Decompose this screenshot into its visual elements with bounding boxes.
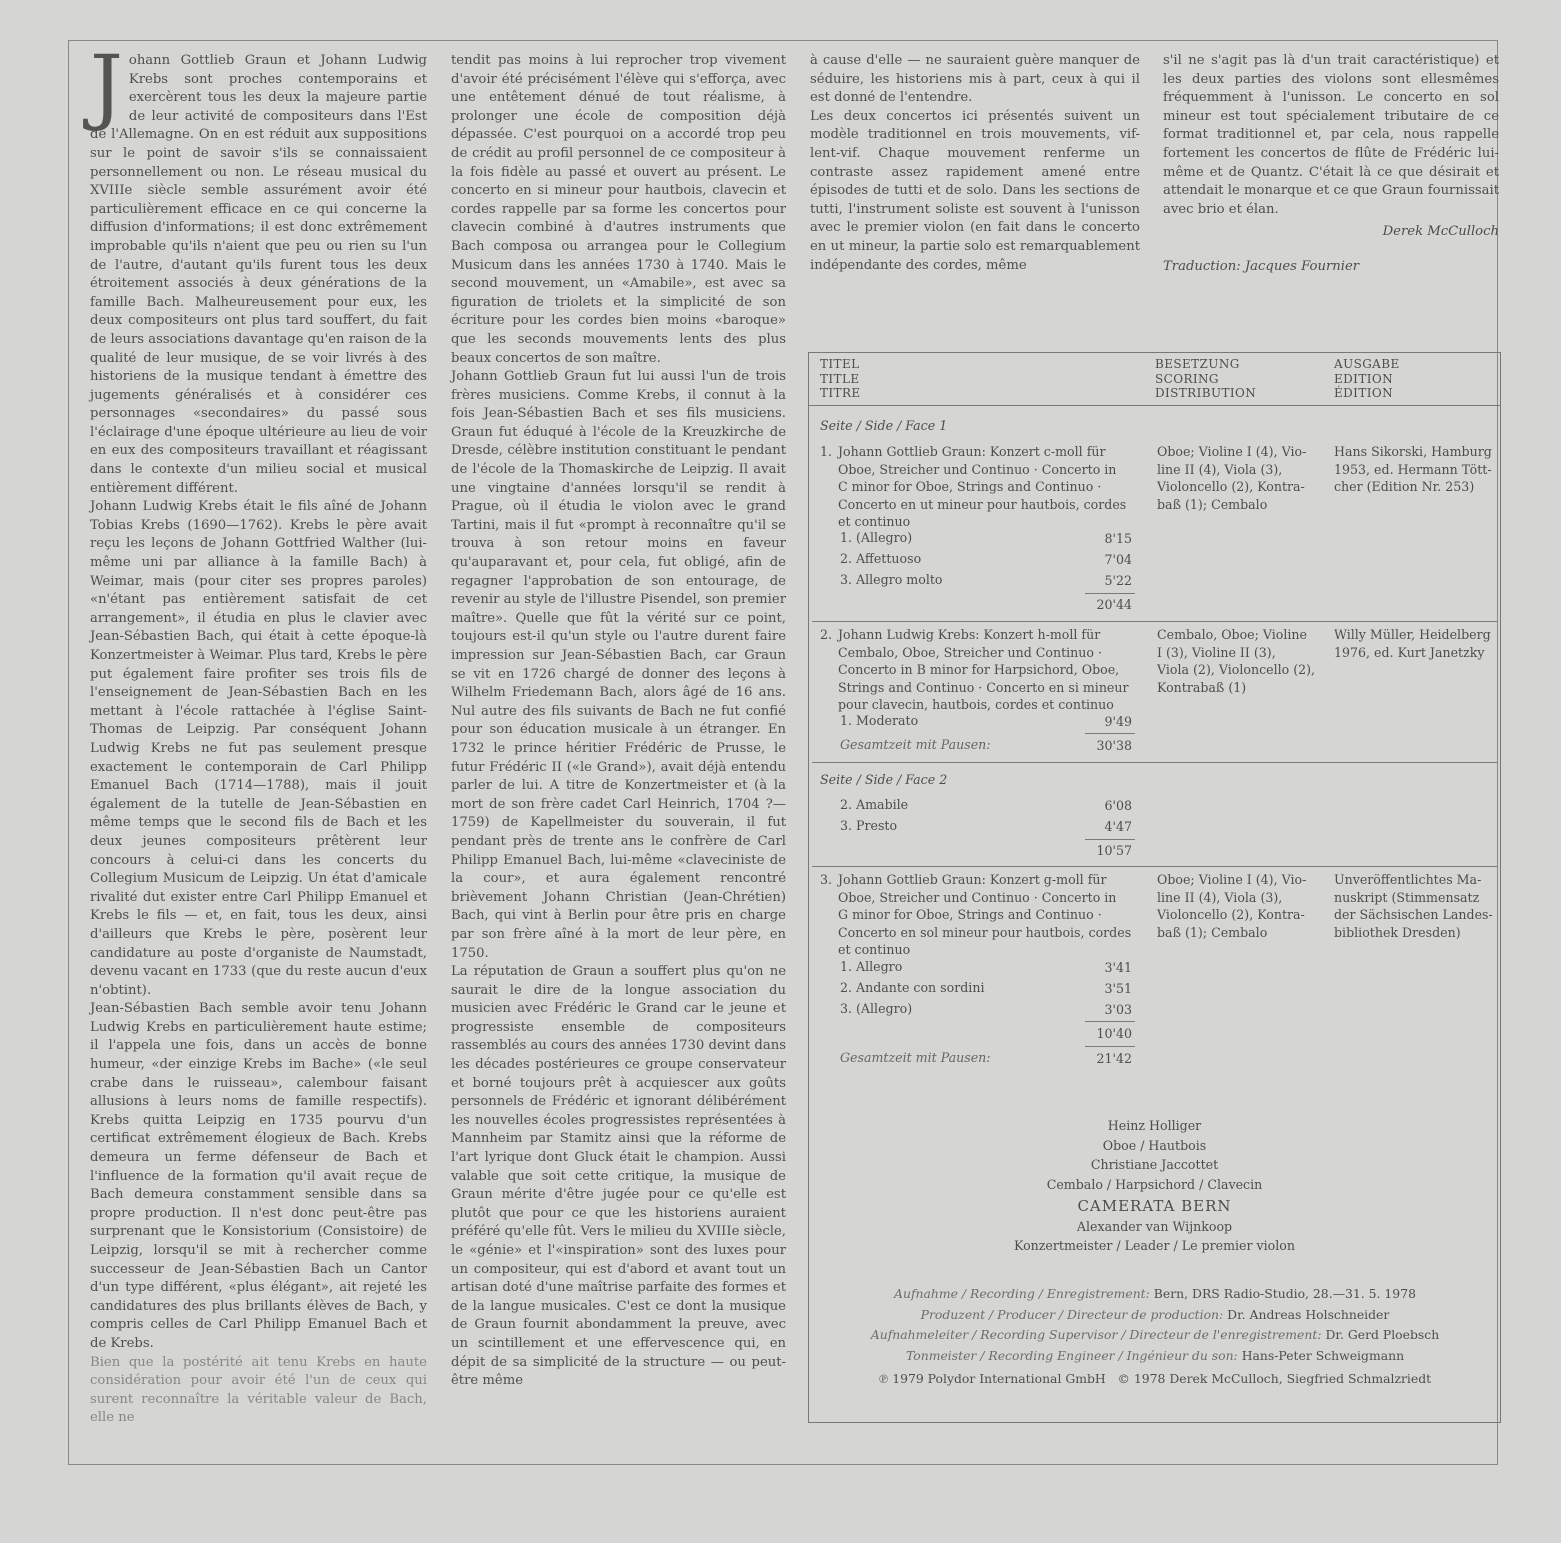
movement-name: 1. (Allegro): [840, 530, 913, 545]
soloist-name: Heinz Holliger: [1107, 1118, 1202, 1133]
movement-duration: 3'41: [1104, 960, 1132, 975]
movement-duration: 8'15: [1104, 531, 1132, 546]
soloist-name: Christiane Jaccottet: [1090, 1157, 1219, 1172]
movement-duration: 9'49: [1104, 714, 1132, 729]
sum-rule: [1085, 839, 1135, 840]
essay-column-1: [90, 39, 427, 1428]
work-number: 1.: [820, 444, 833, 459]
engineer-line: Tonmeister / Recording Engineer / Ingénieur du son: Hans-Peter Schweigmann: [905, 1347, 1405, 1363]
movement-name: 3. Presto: [840, 818, 898, 833]
movement-name: 3. (Allegro): [840, 1001, 913, 1016]
movement-duration: 5'22: [1104, 573, 1132, 588]
translator-credit: Traduction: Jacques Fournier: [1163, 258, 1360, 274]
table-header-divider: [808, 405, 1501, 406]
work-number: 2.: [820, 627, 833, 642]
essay-paragraph: Jean-Sébastien Bach semble avoir tenu Johann Ludwig Krebs en particulièrement haute estime; il l'appela une fois, dans un accès de bonne humeur, «der einzige Krebs im Bache» («le seul crabe dans le ruisseau», calembour faisant allusions à leurs noms de famille respectifs). Krebs quitta Leipzig en 1735 pourvu d'un certificat extrêmement élogieux de Bach. Krebs demeura un ferme défenseur de Bach et l'influence de la formation qu'il avait reçue de Bach demeura constamment sensible dans sa propre production. Il n'est donc peut-être pas surprenant que le Konsistorium (Consistoire) de Leipzig, lorsqu'il se mit à rechercher comme successeur de Jean-Sébastien Bach un Cantor d'un type différent, «plus élégant», ait rejeté les candidatures des plus brillants élèves de Bach, y compris celles de Carl Philipp Emanuel Bach et de Krebs.: [90, 1001, 427, 1351]
drop-cap: J: [90, 39, 123, 134]
work-edition: Hans Sikorski, Hamburg 1953, ed. Hermann Tött- cher (Edition Nr. 253): [1334, 444, 1492, 495]
author-signature: Derek McCulloch: [1382, 224, 1499, 240]
essay-paragraph: Les deux concertos ici présentés suivent un modèle traditionnel en trois mouvements, vif-lent-vif. Chaque mouvement renferme un contraste assez rapidement amené entre épisodes de tutti et de solo. Dans les sections de tutti, l'instrument soliste est souvent à l'unisson avec le premier violon (en fait dans le concerto en ut mineur, la partie solo est remarquablement indépendante des cordes, même: [810, 108, 1140, 273]
essay-paragraph: La réputation de Graun a souffert plus qu'on ne saurait le dire de la longue association du musicien avec Frédéric le Grand car le jeune et progressiste ensemble de compositeurs rassemblés au cours des années 1730 devint dans les décades postérieures ce groupe conservateur et borné toujours prêt à acquiescer aux goûts personnels de Frédéric et ignorant délibérément les nouvelles écoles progressistes représentées à Mannheim par Stamitz ainsi que la réforme de l'art lyrique dont Gluck était le champion. Aussi valable que soit cette critique, la musique de Graun mérite d'être jugée pour ce qu'elle est plutôt que pour ce que les historiens auraient préféré qu'elle fût. Vers le milieu du XVIIIe siècle, le «génie» et l'«inspiration» sont des luxes pour un compositeur, qui est d'abord et avant tout un artisan doté d'une maîtrise parfaite des formes et de la langue musicales. C'est ce dont la musique de Graun fournit abondamment la preuve, avec un scintillement et une effervescence qui, en dépit de sa simplicité de la structure — ou peut-être même: [451, 964, 786, 1389]
row-divider: [812, 762, 1497, 763]
recording-credits: [830, 1284, 1480, 1390]
sum-rule: [1085, 733, 1135, 734]
work-total-duration: 10'40: [1096, 1026, 1132, 1041]
side-1-label: Seite / Side / Face 1: [820, 418, 948, 433]
side-2-label: Seite / Side / Face 2: [820, 772, 948, 787]
movement-name: 3. Allegro molto: [840, 572, 943, 587]
leader-role: Konzertmeister / Leader / Le premier violon: [1014, 1238, 1295, 1253]
supervisor-line: Aufnahmeleiter / Recording Supervisor / Directeur de l'enregistrement: Dr. Gerd Ploebsch: [870, 1327, 1440, 1342]
work-title: Johann Gottlieb Graun: Konzert g-moll für Oboe, Streicher und Continuo · Concerto in G minor for Oboe, Strings and Continuo · Concerto en sol mineur pour hautbois, cordes et continuo: [838, 872, 1132, 958]
row-divider: [812, 866, 1497, 867]
sum-rule: [1085, 1046, 1135, 1047]
sum-rule: [1085, 1021, 1135, 1022]
movement-duration: 3'51: [1104, 981, 1132, 996]
essay-paragraph: à cause d'elle — ne sauraient guère manquer de séduire, les historiens mis à part, ceux à qui il est donné de l'entendre.: [810, 53, 1140, 106]
essay-paragraph: Johann Gottlieb Graun et Johann Ludwig Krebs sont proches contemporains et exercèrent tous les deux la majeure partie de leur activité de compositeurs dans l'Est de l'Allemagne. On en est réduit aux suppositions sur le point de savoir s'ils se connaissaient personnellement ou non. Le réseau musical du XVIIIe siècle semble assurément avoir été particulièrement efficace en ce qui concerne la diffusion d'informations; il est donc extrêmement improbable qu'ils n'aient que peu ou rien su l'un de l'autre, d'autant qu'ils furent tous les deux étroitement associés à deux générations de la famille Bach. Malheureusement pour eux, les deux compositeurs ont plus tard souffert, du fait de leurs associations davantage qu'en raison de la qualité de leur musique, de se voir livrés à des historiens de la musique tendant à émettre des jugements généralisés et à considérer ces personnages «secondaires» du passé sous l'éclairage d'une époque ultérieure au lieu de voir en eux des compositeurs travaillant et réagissant dans le contexte d'un milieu social et musical entièrement différent.: [90, 39, 427, 496]
movement-name: 2. Affettuoso: [840, 551, 922, 566]
header-edition-col: AUSGABE EDITION ÉDITION: [1334, 357, 1400, 400]
movement-name: 2. Amabile: [840, 797, 909, 812]
sum-rule: [1085, 593, 1135, 594]
essay-column-2: [451, 52, 786, 1391]
header-scoring-col: BESETZUNG SCORING DISTRIBUTION: [1155, 357, 1257, 400]
movement-duration: 4'47: [1104, 819, 1132, 834]
work-scoring: Oboe; Violine I (4), Vio- line II (4), Viola (3), Violoncello (2), Kontra- baß (1); Cembalo: [1157, 872, 1307, 940]
work-edition: Willy Müller, Heidelberg 1976, ed. Kurt Janetzky: [1334, 627, 1491, 660]
copyright-line: ℗ 1979 Polydor International GmbH © 1978 Derek McCulloch, Siegfried Schmalzriedt: [878, 1371, 1432, 1386]
movement-duration: 6'08: [1104, 798, 1132, 813]
essay-paragraph: Johann Gottlieb Graun fut lui aussi l'un de trois frères musiciens. Comme Krebs, il connut à la fois Jean-Sébastien Bach et ses fils musiciens. Graun fut éduqué à l'école de la Kreuzkirche de Dresde, célèbre institution constituant le pendant de l'école de la Thomaskirche de Leipzig. Il avait une vingtaine d'années lorsqu'il se rendit à Prague, où il étudia le violon avec le grand Tartini, mais il fut «prompt à reconnaître qu'il se trouva à son retour moins en faveur qu'auparavant et, pour cela, fut obligé, afin de regagner l'approbation de son entourage, de revenir au style de l'illustre Pisendel, son premier maître». Quelle que fût la vérité sur ce point, toujours est-il qu'un style ou l'autre durent faire impression sur Jean-Sébastien Bach, car Graun se vit en 1726 chargé de donner des leçons à Wilhelm Friedemann Bach, alors âgé de 16 ans. Nul autre des fils suivants de Bach ne fut confié pour son éducation musicale à un étranger. En 1732 le prince héritier Frédéric de Prusse, le futur Frédéric II («le Grand»), avait déjà entendu parler de lui. A titre de Konzertmeister et (à la mort de son frère cadet Carl Heinrich, 1704 ?—1759) de Kapellmeister du souverain, il fut pendant près de trente ans le confrère de Carl Philipp Emanuel Bach, lui-même «claveciniste de la cour», et aura également rencontré brièvement Johann Christian (Jean-Chrétien) Bach, qui vint à Berlin pour être pris en charge par son frère aîné à la mort de leur père, en 1750.: [451, 369, 786, 961]
essay-paragraph: tendit pas moins à lui reprocher trop vivement d'avoir été précisément l'élève qui s'efforça, avec une entêtement dénué de tout réalisme, à prolonger une école de composition déjà dépassée. C'est pourquoi on a accordé trop peu de crédit au profil personnel de ce compositeur à la fois fidèle au passé et ouvert au présent. Le concerto en si mineur pour hautbois, clavecin et cordes rappelle par sa forme les concertos pour clavecin combiné à d'autres instruments que Bach composa ou arrangea pour le Collegium Musicum dans les années 1730 à 1740. Mais le second mouvement, un «Amabile», est avec sa figuration de triolets et la simplicité de son écriture pour les cordes bien moins «baroque» que les seconds mouvements lents des plus beaux concertos de son maître.: [451, 53, 786, 366]
essay-paragraph: Bien que la postérité ait tenu Krebs en haute considération pour avoir été l'un de ceux qui surent reconnaître la véritable valeur de Bach, elle ne: [90, 1354, 427, 1426]
essay-column-4: [1163, 52, 1499, 277]
soloist-role: Oboe / Hautbois: [1102, 1137, 1207, 1153]
essay-paragraph: Johann Ludwig Krebs était le fils aîné de Johann Tobias Krebs (1690—1762). Krebs le père avait reçu les leçons de Johann Gottfried Walther (lui-même uni par alliance à la famille Bach) à Weimar, mais (pour citer ses propres paroles) «n'étant pas entièrement satisfait de cet arrangement», il étudia en plus le clavier avec Jean-Sébastien Bach, qui était à cette époque-là Konzertmeister à Weimar. Plus tard, Krebs le père put également faire profiter ses trois fils de l'enseignement de Jean-Sébastien Bach en les mettant à l'école rattachée à l'église Saint-Thomas de Leipzig. Par conséquent Johann Ludwig Krebs ne fut pas seulement presque exactement le contemporain de Carl Philipp Emanuel Bach (1714—1788), mais il jouit également de la tutelle de Jean-Sébastien en même temps que le second fils de Bach et les deux jeunes compositeurs prêtèrent leur concours à celui-ci dans les concerts du Collegium Musicum de Leipzig. Un état d'amicale rivalité dut exister entre Carl Philipp Emanuel et Krebs le fils — et, en fait, tous les deux, ainsi d'ailleurs que Krebs le père, posèrent leur candidature au poste d'organiste de Naumstadt, devenu vacant en 1733 (que du reste aucun d'eux n'obtint).: [90, 499, 427, 998]
work-edition: Unveröffentlichtes Ma- nuskript (Stimmensatz der Sächsischen Landes- bibliothek Dresden): [1334, 872, 1493, 940]
producer-line: Produzent / Producer / Directeur de production: Dr. Andreas Holschneider: [920, 1306, 1390, 1322]
row-divider: [812, 621, 1497, 622]
work-total-duration: 10'57: [1096, 843, 1132, 858]
work-scoring: Oboe; Violine I (4), Vio- line II (4), Viola (3), Violoncello (2), Kontra- baß (1); Cembalo: [1157, 444, 1307, 512]
essay-paragraph: s'il ne s'agit pas là d'un trait caractéristique) et les deux parties des violons sont ellesmêmes fréquemment à l'unisson. Le concerto en sol mineur est tout spécialement tributaire de ce format traditionnel et, par cela, nous rappelle fortement les concertos de flûte de Frédéric lui-même et de Quantz. C'était là ce que désirait et attendait le monarque et ce que Graun fournissait avec brio et élan.: [1163, 53, 1499, 217]
soloist-role: Cembalo / Harpsichord / Clavecin: [1046, 1176, 1263, 1192]
leader-name: Alexander van Wijnkoop: [1076, 1218, 1233, 1234]
essay-column-3: [810, 52, 1140, 275]
side-1-total: 30'38: [1096, 738, 1132, 753]
movement-duration: 3'03: [1104, 1002, 1132, 1017]
performers: [808, 1116, 1501, 1256]
header-title-col: TITEL TITLE TITRE: [820, 357, 861, 400]
movement-name: 2. Andante con sordini: [840, 980, 985, 995]
work-number: 3.: [820, 872, 833, 887]
work-title: Johann Ludwig Krebs: Konzert h-moll für Cembalo, Oboe, Streicher und Continuo · Concerto in B minor for Harpsichord, Oboe, Strings and Continuo · Concerto en si mineur pour clavecin, hautbois, cordes et continuo: [838, 627, 1129, 713]
recording-line: Aufnahme / Recording / Enregistrement: Bern, DRS Radio-Studio, 28.—31. 5. 1978: [894, 1286, 1416, 1301]
work-title: Johann Gottlieb Graun: Konzert c-moll für Oboe, Streicher und Continuo · Concerto in C minor for Oboe, Strings and Continuo · Concerto en ut mineur pour hautbois, cordes et continuo: [838, 444, 1127, 530]
movement-name: 1. Allegro: [840, 959, 903, 974]
movement-duration: 7'04: [1104, 552, 1132, 567]
side-2-total: 21'42: [1096, 1051, 1132, 1066]
work-total-duration: 20'44: [1096, 597, 1132, 612]
work-scoring: Cembalo, Oboe; Violine I (3), Violine II (3), Viola (2), Violoncello (2), Kontrabaß (1): [1157, 627, 1316, 695]
total-label: Gesamtzeit mit Pausen:: [840, 1050, 991, 1065]
movement-name: 1. Moderato: [840, 713, 919, 728]
total-label: Gesamtzeit mit Pausen:: [840, 737, 991, 752]
ensemble-name: CAMERATA BERN: [1077, 1197, 1232, 1215]
